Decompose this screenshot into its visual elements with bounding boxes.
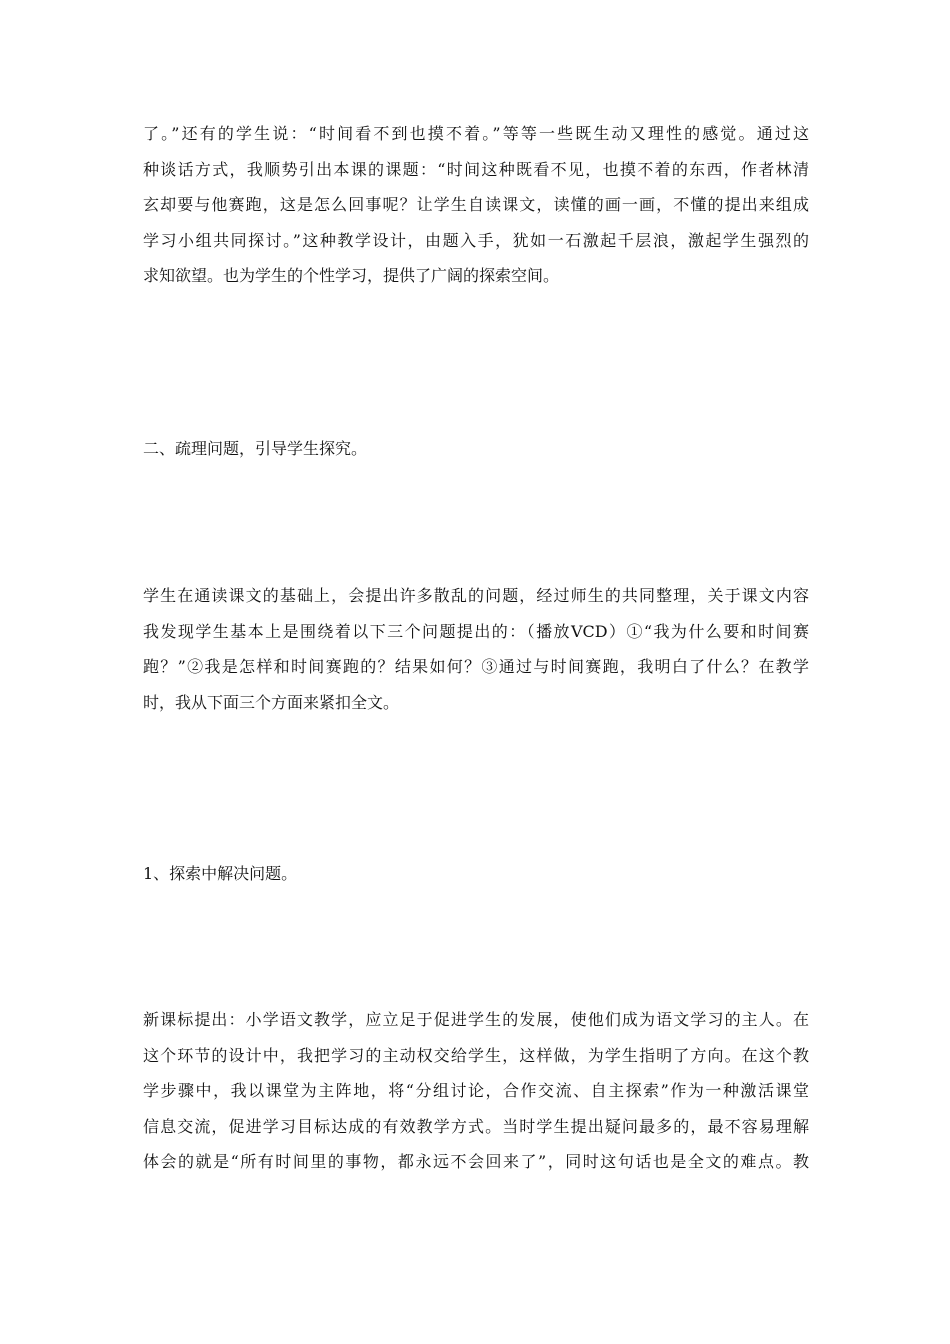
text-line: 时，我从下面三个方面来紧扣全文。 (143, 692, 400, 712)
text-line: 体会的就是“所有时间里的事物，都永远不会回来了”，同时这句话也是全文的难点。教 (143, 1152, 809, 1171)
heading-text: 1、探索中解决问题。 (143, 864, 298, 883)
text-line: 种谈话方式，我顺势引出本课的课题：“时间这种既看不见，也摸不着的东西，作者林清 (143, 159, 809, 179)
text-line: 学生在通读课文的基础上，会提出许多散乱的问题，经过师生的共同整理，关于课文内容 (143, 586, 809, 605)
text-line: 学习小组共同探讨。”这种教学设计，由题入手，犹如一石激起千层浪，激起学生强烈的 (143, 230, 809, 250)
text-line: 玄却要与他赛跑，这是怎么回事呢？让学生自读课文，读懂的画一画，不懂的提出来组成 (143, 195, 809, 214)
section-heading-3 (143, 856, 809, 892)
paragraph-questions (143, 578, 809, 720)
text-line: 我发现学生基本上是围绕着以下三个问题提出的：（播放VCD）①“我为什么要和时间赛 (143, 621, 809, 641)
text-line: 信息交流，促进学习目标达成的有效教学方式。当时学生提出疑问最多的，最不容易理解 (143, 1116, 809, 1136)
text-line: 这个环节的设计中，我把学习的主动权交给学生，这样做，为学生指明了方向。在这个教 (143, 1045, 809, 1065)
text-line: 跑？”②我是怎样和时间赛跑的？结果如何？③通过与时间赛跑，我明白了什么？在教学 (143, 657, 809, 676)
text-line: 新课标提出：小学语文教学，应立足于促进学生的发展，使他们成为语文学习的主人。在 (143, 1010, 809, 1029)
paragraph-curriculum-standard (143, 1002, 809, 1180)
text-line: 了。”还有的学生说：“时间看不到也摸不着。”等等一些既生动又理性的感觉。通过这 (143, 124, 809, 143)
paragraph-intro-continuation (143, 116, 809, 294)
section-heading-2 (143, 431, 809, 467)
heading-text: 二、疏理问题，引导学生探究。 (143, 439, 368, 458)
text-line: 求知欲望。也为学生的个性学习，提供了广阔的探索空间。 (143, 266, 560, 285)
text-line: 学步骤中，我以课堂为主阵地，将“分组讨论，合作交流、自主探索”作为一种激活课堂 (143, 1081, 809, 1100)
